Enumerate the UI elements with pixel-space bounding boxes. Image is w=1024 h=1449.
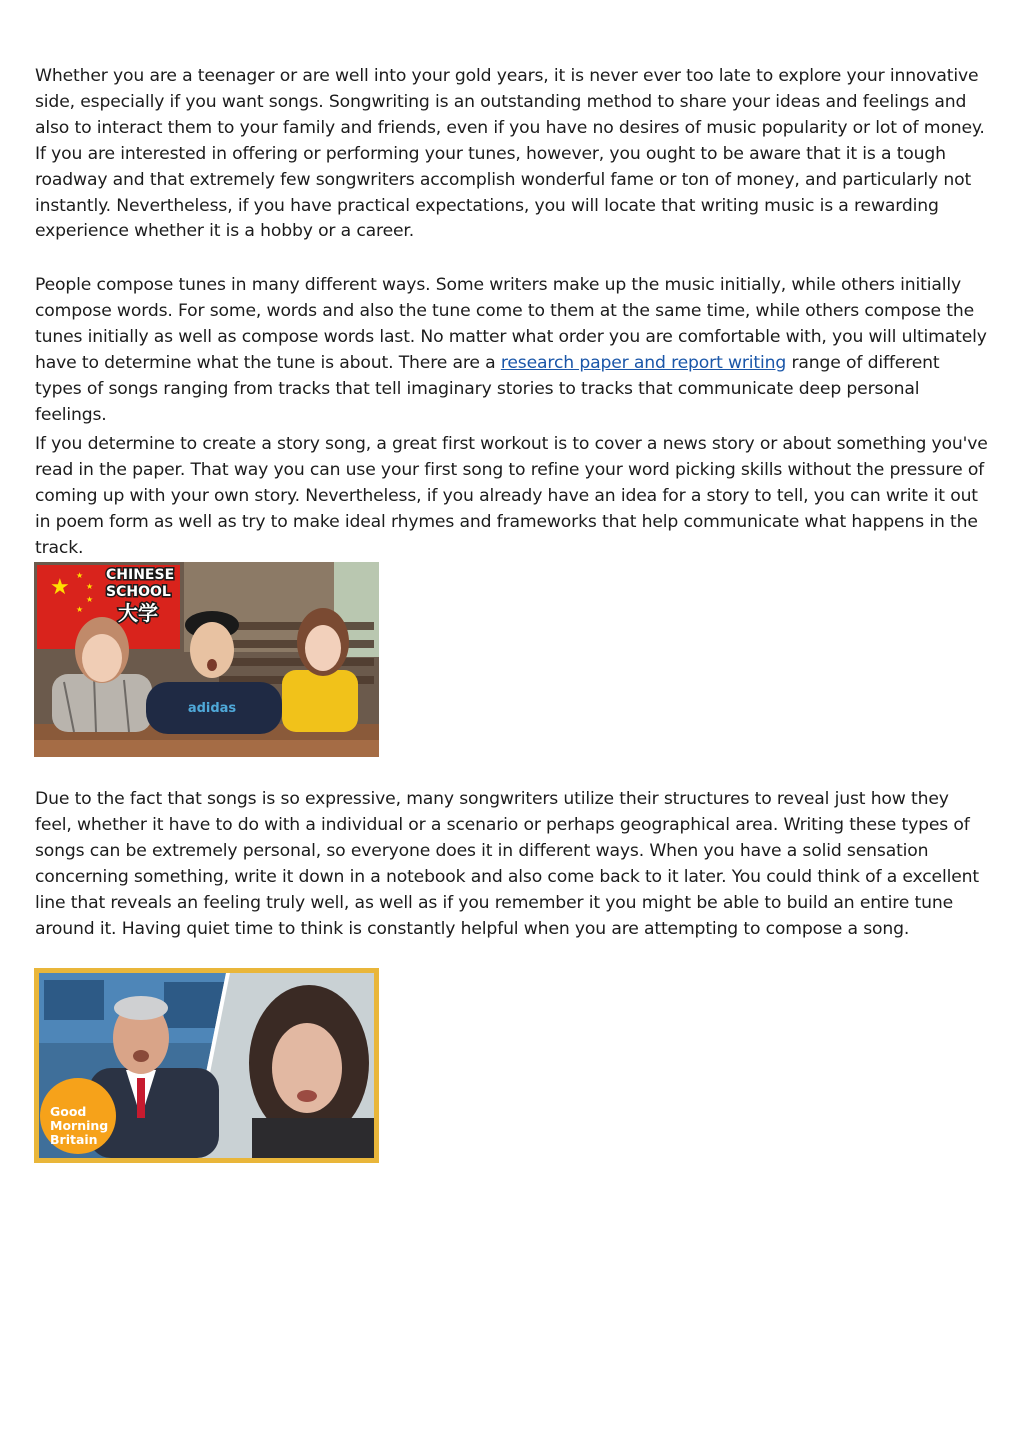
logo-line-3: Britain — [50, 1132, 98, 1147]
svg-text:★: ★ — [86, 582, 94, 591]
overlay-line-3: 大学 — [118, 601, 158, 625]
chinese-school-image — [34, 562, 379, 757]
good-morning-britain-image — [34, 968, 379, 1163]
paragraph-ways-text-end: range of different types of songs ranging from tracks that tell imaginary stories to tracks that communicate deep personal feelings. — [35, 352, 940, 425]
logo-line-1: Good — [50, 1104, 87, 1119]
research-paper-link[interactable]: research paper and report writing — [500, 352, 787, 373]
paragraph-ways — [35, 273, 990, 428]
chinese-school-thumbnail — [34, 562, 379, 757]
good-morning-britain-thumbnail — [34, 968, 379, 1163]
shirt-logo-text: adidas — [187, 701, 237, 716]
svg-text:★: ★ — [86, 595, 94, 604]
paragraph-expressive: Due to the fact that songs is so expressive, many songwriters utilize their structures to reveal just how they feel, whether it have to do with a individual or a scenario or perhaps geographical area. Writing these types of songs can be extremely personal, so everyone does it in different ways. When you have a solid sensation concerning something, write it down in a notebook and also come back to it later. You could think of a excellent line that reveals an feeling truly well, as well as if you remember it you might be able to build an entire tune around it. Having quiet time to think is constantly helpful when you are attempting to compose a song. — [35, 789, 979, 939]
svg-text:★: ★ — [76, 571, 84, 580]
paragraph-ways-text-start: People compose tunes in many different ways. Some writers make up the music initially, while others initially compose words. For some, words and also the tune come to them at the same time, while others compose the tunes initially as well as compose words last. No matter what order you are comfortable with, you will ultimately have to determine what the tune is about. There are a — [35, 275, 987, 373]
paragraph-intro: Whether you are a teenager or are well into your gold years, it is never ever too late to explore your innovative side, especially if you want songs. Songwriting is an outstanding method to share your ideas and feelings and also to interact them to your family and friends, even if you have no desires of music popularity or lot of money. If you are interested in offering or performing your tunes, however, you ought to be aware that it is a tough roadway and that extremely few songwriters accomplish wonderful fame or ton of money, and particularly not instantly. Nevertheless, if you have practical expectations, you will locate that writing music is a rewarding experience whether it is a hobby or a career. — [35, 66, 985, 242]
paragraph-story-song: If you determine to create a story song, a great first workout is to cover a news story or about something you've read in the paper. That way you can use your first song to refine your word picking skills without the pressure of coming up with your own story. Nevertheless, if you already have an idea for a story to tell, you can write it out in poem form as well as try to make ideal rhymes and frameworks that help communicate what happens in the track. — [35, 434, 988, 558]
logo-line-2: Morning — [50, 1118, 109, 1133]
overlay-line-2: SCHOOL — [106, 584, 171, 600]
flag-star-icon: ★ — [50, 575, 70, 600]
overlay-line-1: CHINESE — [106, 567, 175, 583]
svg-text:★: ★ — [76, 605, 84, 614]
